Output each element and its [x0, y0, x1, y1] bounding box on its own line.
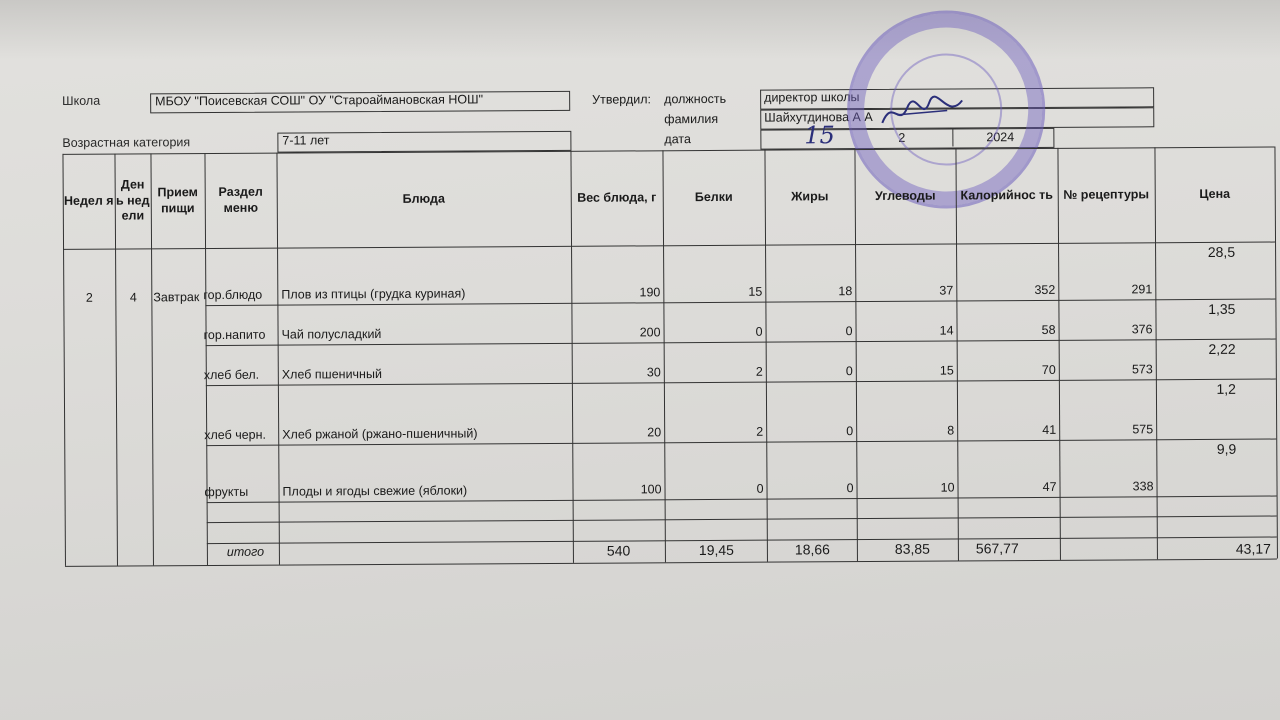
row-carbs: 15	[939, 363, 954, 378]
date-month: 2	[898, 130, 906, 145]
table-hline	[207, 516, 1277, 524]
row-dish: Плоды и ягоды свежие (яблоки)	[282, 483, 468, 499]
row-calories: 41	[1042, 422, 1057, 437]
row-dish: Хлеб пшеничный	[281, 366, 382, 382]
header-weight: Вес блюда, г	[577, 189, 657, 205]
row-dish: Чай полусладкий	[281, 326, 382, 342]
row-recipe: 575	[1132, 422, 1154, 437]
header-section: Раздел меню	[218, 184, 263, 215]
row-calories: 47	[1042, 479, 1057, 494]
row-section: фрукты	[204, 484, 249, 500]
row-weight: 30	[646, 365, 661, 380]
approved-label: Утвердил:	[592, 92, 652, 107]
row-protein: 2	[755, 364, 763, 379]
total-fat: 18,66	[794, 541, 830, 558]
row-protein: 15	[748, 284, 763, 299]
menu-document	[52, 70, 1280, 578]
row-price: 2,22	[1208, 340, 1236, 357]
row-weight: 200	[639, 325, 661, 340]
school-name: МБОУ "Поисевская СОШ" ОУ "Староаймановская НОШ"	[155, 92, 484, 109]
row-dish: Плов из птицы (грудка куриная)	[281, 286, 466, 302]
total-weight: 540	[606, 542, 631, 559]
header-dish: Блюда	[402, 191, 445, 206]
week-value: 2	[85, 290, 93, 305]
row-recipe: 573	[1131, 362, 1153, 377]
row-price: 9,9	[1216, 440, 1237, 457]
table-hline	[65, 559, 1277, 567]
row-section: гор.напито	[203, 327, 266, 343]
header-week: Недел я	[63, 193, 114, 208]
header-recipe: № рецептуры	[1063, 186, 1150, 202]
header-day: Ден ь нед ели	[115, 177, 150, 223]
signature-icon	[877, 92, 967, 133]
row-fat: 0	[845, 364, 853, 379]
row-weight: 100	[640, 482, 662, 497]
sheet-shadow	[0, 0, 1280, 60]
row-price: 1,2	[1216, 380, 1236, 397]
row-recipe: 338	[1132, 479, 1154, 494]
row-weight: 20	[647, 425, 662, 440]
header-price: Цена	[1199, 186, 1231, 201]
row-price: 1,35	[1208, 300, 1236, 317]
header-protein: Белки	[694, 189, 733, 204]
total-protein: 19,45	[698, 541, 734, 559]
surname-label: фамилия	[664, 111, 719, 127]
row-section: хлеб черн.	[204, 427, 267, 443]
age-label: Возрастная категория	[62, 135, 191, 150]
date-label: дата	[664, 132, 691, 147]
row-fat: 0	[846, 424, 854, 439]
row-fat: 0	[846, 481, 854, 496]
total-price: 43,17	[1235, 540, 1271, 557]
day-value: 4	[129, 290, 137, 305]
row-section: хлеб бел.	[203, 367, 260, 383]
meal-value: Завтрак	[153, 290, 200, 305]
row-protein: 2	[756, 424, 764, 439]
row-recipe: 376	[1131, 322, 1153, 337]
row-carbs: 37	[939, 283, 954, 298]
total-label: итого	[226, 544, 265, 559]
position-value: директор школы	[764, 90, 860, 105]
row-calories: 70	[1041, 362, 1056, 377]
school-label: Школа	[62, 93, 101, 108]
row-protein: 0	[756, 481, 764, 496]
date-year: 2024	[986, 130, 1015, 145]
row-carbs: 14	[939, 323, 954, 338]
row-protein: 0	[755, 324, 763, 339]
row-fat: 18	[838, 284, 853, 299]
header-calories: Калорийнос ть	[960, 187, 1053, 203]
row-calories: 352	[1034, 282, 1056, 298]
row-recipe: 291	[1131, 282, 1153, 297]
header-meal: Прием пищи	[157, 184, 198, 215]
date-day: 15	[804, 121, 835, 150]
header-carbs: Углеводы	[874, 188, 936, 203]
header-fat: Жиры	[791, 188, 829, 204]
row-dish: Хлеб ржаной (ржано-пшеничный)	[282, 426, 478, 442]
total-carbs: 83,85	[894, 540, 930, 557]
row-carbs: 10	[940, 480, 955, 495]
table-hline	[207, 537, 1277, 545]
total-calories: 567,77	[975, 540, 1019, 557]
row-section: гор.блюдо	[203, 287, 263, 303]
row-weight: 190	[639, 285, 661, 300]
row-calories: 58	[1041, 322, 1056, 337]
table-vline	[1274, 147, 1278, 559]
row-price: 28,5	[1207, 243, 1236, 260]
age-value: 7-11 лет	[282, 133, 330, 148]
surname-value: Шайхутдинова А А	[764, 109, 873, 125]
row-carbs: 8	[947, 423, 955, 438]
position-label: должность	[664, 91, 727, 107]
row-fat: 0	[845, 324, 853, 339]
